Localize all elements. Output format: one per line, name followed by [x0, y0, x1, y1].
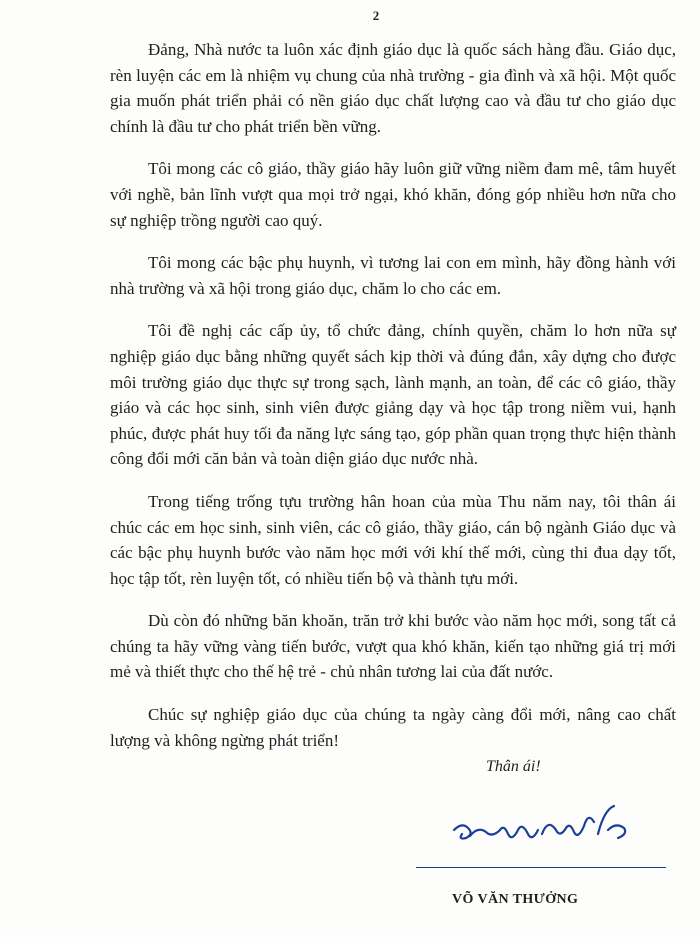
signature-underline [416, 867, 666, 868]
signer-name: VÕ VĂN THƯỞNG [452, 892, 579, 907]
paragraph: Tôi mong các bậc phụ huynh, vì tương lai con em mình, hãy đồng hành với nhà trường và xã hội trong giáo dục, chăm lo cho các em. [110, 253, 676, 298]
handwritten-signature [448, 800, 638, 858]
paragraph: Chúc sự nghiệp giáo dục của chúng ta ngày càng đổi mới, nâng cao chất lượng và không ngừng phát triển! [110, 705, 676, 750]
paragraph: Đảng, Nhà nước ta luôn xác định giáo dục là quốc sách hàng đầu. Giáo dục, rèn luyện các em là nhiệm vụ chung của nhà trường - gia đình và xã hội. Một quốc gia muốn phát triển phải có nền giáo dục chất lượng cao và đầu tư cho giáo dục chính là đầu tư cho phát triển bền vững. [110, 40, 676, 136]
paragraph: Trong tiếng trống tựu trường hân hoan của mùa Thu năm nay, tôi thân ái chúc các em học sinh, sinh viên, các cô giáo, thầy giáo, cán bộ ngành Giáo dục và các bậc phụ huynh bước vào năm học mới với khí thế mới, cùng thi đua dạy tốt, học tập tốt, rèn luyện tốt, có nhiều tiến bộ và thành tựu mới. [110, 491, 676, 588]
closing-salutation: Thân ái! [486, 758, 541, 775]
page-number: 2 [372, 8, 380, 23]
paragraph: Tôi mong các cô giáo, thầy giáo hãy luôn giữ vững niềm đam mê, tâm huyết với nghề, bản lĩnh vượt qua mọi trở ngại, khó khăn, đóng góp nhiều hơn nữa cho sự nghiệp trồng người cao quý. [110, 159, 676, 230]
paragraph: Tôi đề nghị các cấp ủy, tổ chức đảng, chính quyền, chăm lo hơn nữa sự nghiệp giáo dục bằng những quyết sách kịp thời và đúng đắn, xây dựng cho được môi trường giáo dục thực sự trong sạch, lành mạnh, an toàn, để các cô giáo, thầy giáo và các học sinh, sinh viên được giảng dạy và học tập trong niềm vui, hạnh phúc, được phát huy tối đa năng lực sáng tạo, góp phần quan trọng thực hiện thành công đổi mới căn bản và toàn diện giáo dục nước nhà. [110, 321, 676, 469]
paragraph: Dù còn đó những băn khoăn, trăn trở khi bước vào năm học mới, song tất cả chúng ta hãy vững vàng tiến bước, vượt qua khó khăn, kiến tạo những giá trị mới mẻ và thiết thực cho thế hệ trẻ - chủ nhân tương lai của đất nước. [110, 611, 676, 682]
letter-body [110, 37, 676, 770]
